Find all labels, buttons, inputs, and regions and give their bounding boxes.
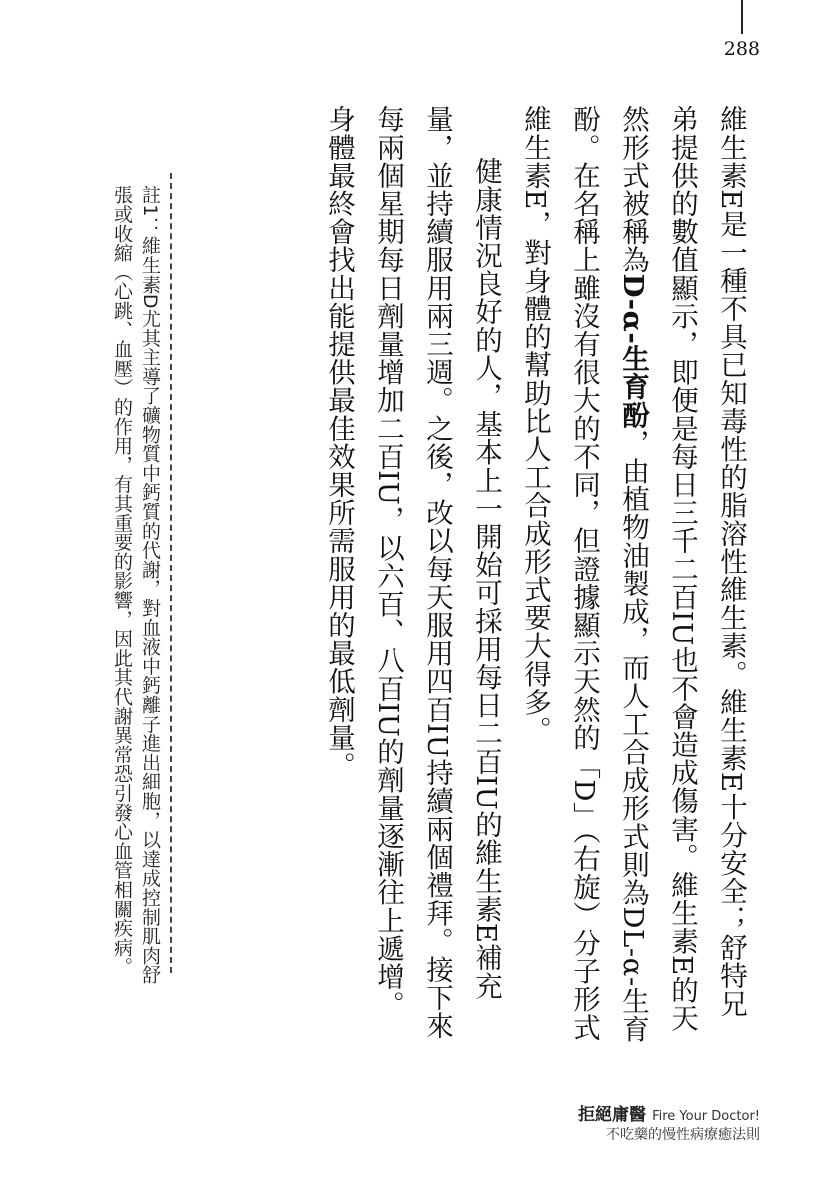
book-title: 拒絕庸醫 [578, 1105, 647, 1125]
page-number: 288 [723, 38, 760, 60]
book-subtitle: 不吃藥的慢性病療癒法則 [606, 1127, 760, 1143]
main-text [323, 105, 755, 1045]
paragraph-text: ，由植物油製成，而人工合成形式則為DL-α-生育酚。在名稱上雖沒有很大的不同，但證據顯示天然的「D」（右旋）分子形式維生素E，對身體的幫助比人工合成形式要大得多。 [519, 105, 649, 1044]
paragraph-text: 維生素E是一種不具已知毒性的脂溶性維生素。維生素E十分安全；舒特兄弟提供的數值顯示，即便是每日三千二百IU也不會造成傷害。維生素E的天然形式被稱為 [617, 105, 747, 1033]
book-title-english: Fire Your Doctor! [652, 1109, 760, 1124]
natural-form-term: D-α-生育酚 [617, 273, 649, 429]
footnote: 註1：維生素D尤其主導了礦物質中鈣質的代謝，對血液中鈣離子進出細胞，以達成控制肌肉舒張或收縮（心跳、血壓）的作用，有其重要的影響，因此其代謝異常恐引發心血管相關疾病。 [111, 185, 161, 985]
footer-book-title [470, 1100, 760, 1125]
header-rule [741, 0, 743, 34]
paragraph-vitamin-e-safety [510, 105, 755, 1045]
footnote-divider [170, 173, 172, 973]
paragraph-dosage: 健康情況良好的人，基本上一開始可採用每日二百IU的維生素E補充量，並持續服用兩三週。之後，改以每天服用四百IU持續兩個禮拜。接下來每兩個星期每日劑量增加二百IU，以六百、八百IU的劑量逐漸往上遞增。身體最終會找出能提供最佳效果所需服用的最低劑量。 [323, 105, 502, 1040]
